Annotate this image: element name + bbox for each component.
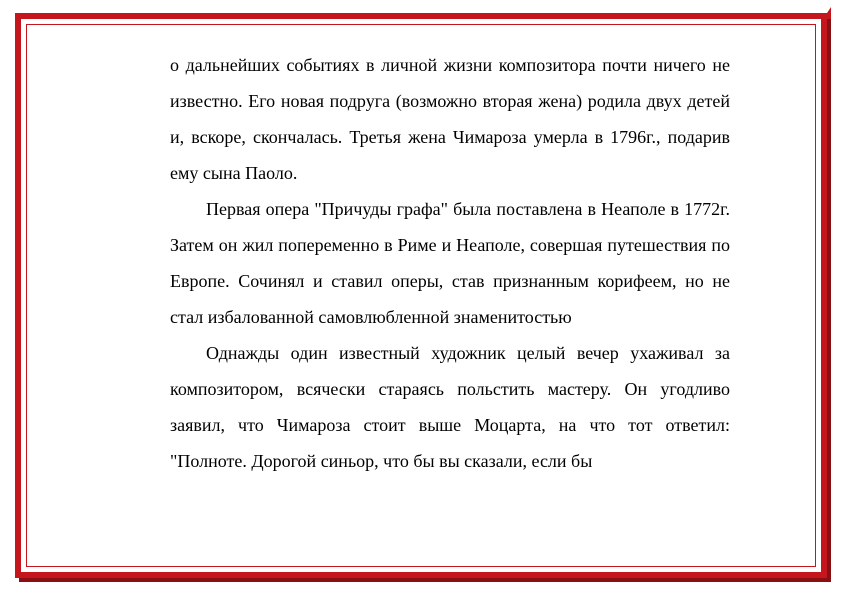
body-text [170,47,730,479]
frame-corner-ornament [823,7,831,19]
paragraph-1: о дальнейших событиях в личной жизни композитора почти ничего не известно. Его новая подруга (возможно вторая жена) родила двух детей и, вскоре, скончалась. Третья жена Чимароза умерла в 1796г., подарив ему сына Паоло. [170,55,730,183]
paragraph-3: Однажды один известный художник целый вечер ухаживал за композитором, всячески стараясь польстить мастеру. Он угодливо заявил, что Чимароза стоит выше Моцарта, на что тот ответил: "Полноте. Дорогой синьор, что бы вы сказали, если бы [170,343,730,471]
paragraph-2: Первая опера "Причуды графа" была поставлена в Неаполе в 1772г. Затем он жил попеременно в Риме и Неаполе, совершая путешествия по Европе. Сочинял и ставил оперы, став признанным корифеем, но не стал избалованной самовлюбленной знаменитостью [170,199,730,327]
